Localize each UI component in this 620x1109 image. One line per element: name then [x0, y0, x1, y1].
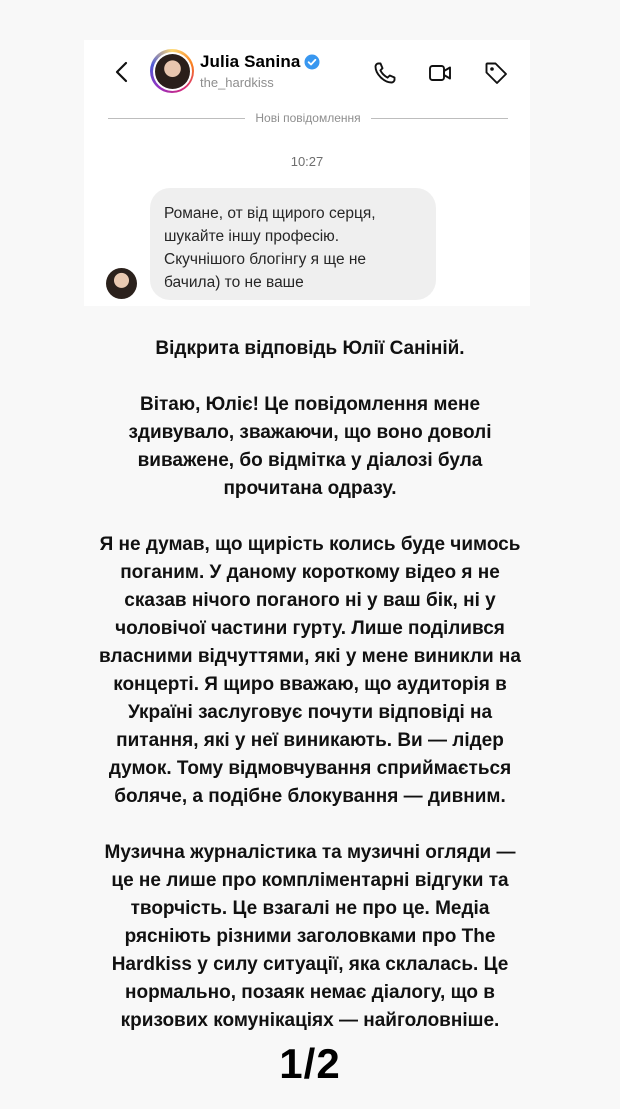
reply-line: здивувало, зважаючи, що воно доволі	[128, 422, 492, 443]
reply-line: боляче, а подібне блокування — дивним.	[114, 786, 506, 807]
reply-line: Музична журналістика та музичні огляди —	[104, 842, 516, 863]
reply-line: власними відчуттями, які у мене виникли на	[99, 646, 521, 667]
reply-line: кризових комунікаціях — найголовніше.	[120, 1010, 500, 1031]
reply-line: поганим. У даному короткому відео я не	[120, 562, 500, 583]
avatar[interactable]	[150, 49, 194, 93]
reply-line: рясніють різними заголовками про The	[124, 926, 496, 947]
chat-header	[84, 40, 530, 106]
message-line: Романе, от від щирого серця,	[164, 205, 376, 222]
reply-line: сказав нічого поганого ні у ваш бік, ні у	[124, 590, 496, 611]
chevron-left-icon[interactable]	[110, 60, 134, 84]
reply-line: це не лише про компліментарні відгуки та	[111, 870, 509, 891]
reply-line: прочитана одразу.	[223, 478, 397, 499]
message-bubble[interactable]	[150, 188, 436, 300]
reply-line: Я не думав, що щирість колись буде чимось	[99, 534, 521, 555]
reply-title	[0, 335, 620, 363]
reply-line: виважене, бо відмітка у діалозі була	[137, 450, 483, 471]
sender-avatar[interactable]	[106, 268, 137, 299]
new-messages-label: Нові повідомлення	[255, 111, 361, 125]
phone-icon[interactable]	[372, 60, 398, 86]
verified-badge-icon	[304, 54, 320, 70]
reply-line: Відкрита відповідь Юлії Саніній.	[155, 338, 465, 359]
new-messages-divider	[108, 110, 508, 126]
reply-line: Hardkiss у силу ситуації, яка склалась. Це	[111, 954, 509, 975]
page-indicator: 1/2	[279, 1040, 341, 1087]
reply-line: Україні заслуговує почути відповіді на	[127, 702, 493, 723]
reply-paragraph-greeting	[0, 391, 620, 503]
message-timestamp: 10:27	[290, 154, 324, 169]
reply-line: Вітаю, Юліє! Це повідомлення мене	[139, 394, 481, 415]
tag-icon[interactable]	[483, 60, 509, 86]
reply-line: нормально, позаяк немає діалогу, що в	[125, 982, 495, 1003]
reply-line: творчість. Це взагалі не про це. Медіа	[130, 898, 490, 919]
dm-screenshot	[84, 40, 530, 306]
contact-info[interactable]	[200, 52, 320, 90]
reply-line: думок. Тому відмовчування сприймається	[108, 758, 512, 779]
contact-name: Julia Sanina	[200, 52, 301, 71]
reply-line: питання, які у неї виникають. Ви — лідер	[116, 730, 504, 751]
reply-line: концерті. Я щиро вважаю, що аудиторія в	[113, 674, 507, 695]
reply-line: чоловічої частини гурту. Лише поділився	[115, 618, 505, 639]
message-line: Скучнішого блогінгу я ще не	[164, 251, 367, 268]
contact-handle: the_hardkiss	[200, 75, 274, 90]
reply-paragraph-media	[0, 839, 620, 1035]
open-reply-text	[0, 335, 620, 1035]
message-line: шукайте іншу професію.	[164, 228, 340, 245]
avatar-photo	[155, 54, 190, 89]
message-line: бачила) то не ваше	[164, 274, 304, 291]
video-camera-icon[interactable]	[427, 60, 453, 86]
reply-paragraph-body	[0, 531, 620, 811]
